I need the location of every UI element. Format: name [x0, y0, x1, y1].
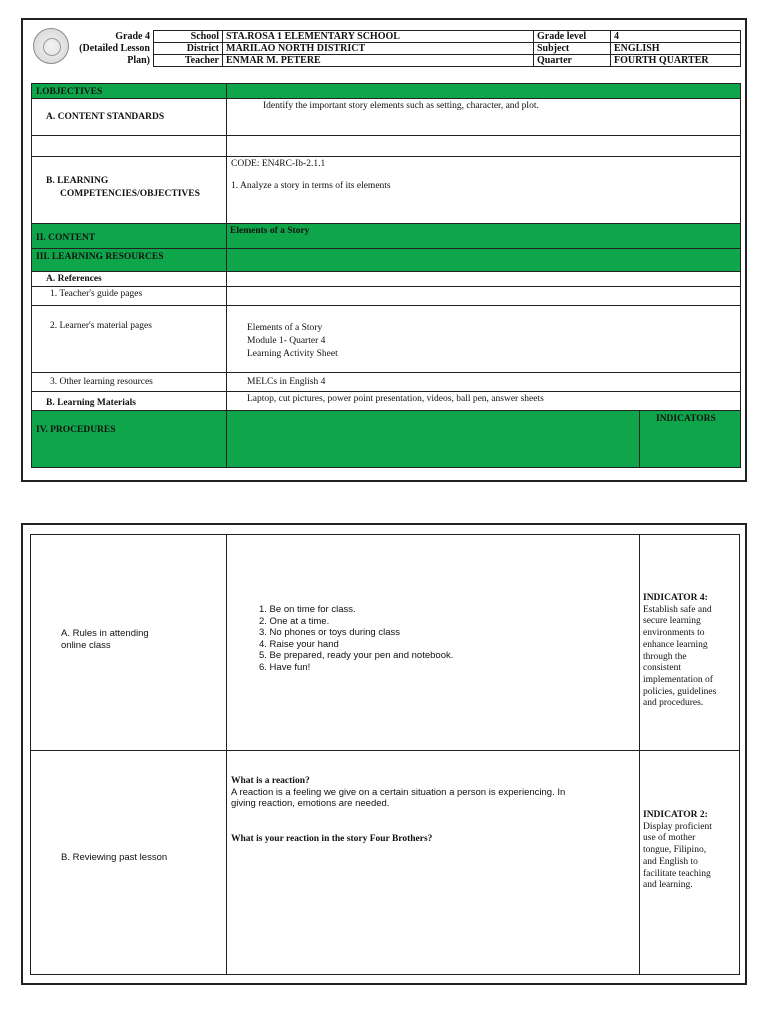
- header-teacher-value: ENMAR M. PETERE: [223, 55, 534, 67]
- rule-item: 5. Be prepared, ready your pen and notebook.: [259, 650, 454, 661]
- blank-row-right: [226, 135, 741, 157]
- indicator-2-cell: [639, 750, 740, 975]
- rule-item: 2. One at a time.: [259, 615, 330, 627]
- learning-materials-value-cell: [226, 391, 741, 411]
- learning-comp-label-2: COMPETENCIES/OBJECTIVES: [60, 189, 200, 199]
- objectives-green-cell: [226, 83, 741, 99]
- header-school-label: School: [154, 31, 223, 43]
- indicator-line: secure learning: [643, 616, 701, 627]
- content-standards-label-cell: [31, 98, 227, 136]
- lm-pages-label: 2. Learner's material pages: [50, 321, 152, 331]
- rules-content-cell: [226, 534, 640, 751]
- indicator-line: and English to: [643, 856, 698, 867]
- learning-resources-green-cell: [226, 248, 741, 272]
- header-grade-level-value: 4: [611, 31, 741, 43]
- lm-pages-cell: [31, 305, 227, 373]
- indicator-line: consistent: [643, 663, 681, 674]
- indicator-line: and procedures.: [643, 698, 704, 709]
- rules-label-cell: [30, 534, 227, 751]
- dll-page-1: [21, 18, 747, 482]
- tg-pages-cell: [31, 286, 227, 306]
- blank-row-left: [31, 135, 227, 157]
- header-grade: Grade 4: [31, 31, 154, 43]
- header-quarter-label: Quarter: [534, 55, 611, 67]
- lm-value-1: Elements of a Story: [247, 323, 323, 333]
- indicator-4-title: INDICATOR 4:: [643, 593, 708, 603]
- lm-value-2: Module 1- Quarter 4: [247, 336, 326, 346]
- competency-code: CODE: EN4RC-Ib-2.1.1: [231, 159, 326, 169]
- learning-resources-heading: III. LEARNING RESOURCES: [36, 252, 164, 262]
- lm-pages-value-cell: [226, 305, 741, 373]
- rule-item: 4. Raise your hand: [259, 638, 339, 650]
- learning-comp-label-1: B. LEARNING: [46, 176, 109, 186]
- header-dll-line2: Plan): [31, 55, 154, 67]
- indicator-line: through the: [643, 651, 687, 662]
- learning-materials-label: B. Learning Materials: [46, 398, 136, 408]
- objectives-heading: I.OBJECTIVES: [36, 87, 103, 97]
- indicator-4-cell: [639, 534, 740, 751]
- indicator-line: facilitate teaching: [643, 868, 711, 879]
- indicator-line: use of mother: [643, 833, 696, 844]
- indicator-line: Display proficient: [643, 821, 712, 832]
- indicator-line: implementation of: [643, 674, 713, 685]
- indicator-4-text: [643, 593, 716, 710]
- objectives-heading-cell: [31, 83, 227, 99]
- indicators-heading: INDICATORS: [656, 414, 716, 424]
- review-label-cell: [30, 750, 227, 975]
- indicator-line: tongue, Filipino,: [643, 845, 707, 856]
- header-district-value: MARILAO NORTH DISTRICT: [223, 43, 534, 55]
- learning-comp-value-cell: [226, 156, 741, 224]
- indicator-line: and learning.: [643, 880, 693, 891]
- content-standards-label: A. CONTENT STANDARDS: [46, 112, 165, 122]
- reaction-story-question: What is your reaction in the story Four Brothers?: [231, 834, 433, 844]
- learning-materials-cell: [31, 391, 227, 411]
- content-standards-value: Identify the important story elements such as setting, character, and plot.: [263, 101, 539, 111]
- learning-resources-cell: [31, 248, 227, 272]
- header-school-value: STA.ROSA 1 ELEMENTARY SCHOOL: [223, 31, 534, 43]
- other-resources-value: MELCs in English 4: [247, 377, 326, 387]
- dll-page-2: [21, 523, 747, 985]
- tg-pages-value-cell: [226, 286, 741, 306]
- content-standards-value-cell: [226, 98, 741, 136]
- indicator-line: Establish safe and: [643, 604, 712, 615]
- learning-comp-label-cell: [31, 156, 227, 224]
- rule-item: 6. Have fun!: [259, 661, 311, 673]
- references-cell: [31, 271, 227, 287]
- objective-1: 1. Analyze a story in terms of its elements: [231, 181, 391, 191]
- other-resources-label: 3. Other learning resources: [50, 377, 153, 387]
- reaction-definition-1: A reaction is a feeling we give on a certain situation a person is experiencing. In: [231, 787, 566, 798]
- rules-label-1: A. Rules in attending: [61, 628, 149, 639]
- content-label-cell: [31, 223, 227, 249]
- review-content-cell: [226, 750, 640, 975]
- other-resources-value-cell: [226, 372, 741, 392]
- other-resources-cell: [31, 372, 227, 392]
- rules-list: [259, 604, 453, 673]
- indicator-2-text: [643, 810, 712, 892]
- rule-item: 1. Be on time for class.: [259, 604, 356, 615]
- header-teacher-label: Teacher: [154, 55, 223, 67]
- references-label: A. References: [46, 274, 102, 284]
- lm-value-3: Learning Activity Sheet: [247, 349, 338, 359]
- indicator-line: environments to: [643, 628, 705, 639]
- procedures-green-cell: [226, 410, 640, 468]
- reaction-definition-2: giving reaction, emotions are needed.: [231, 798, 390, 809]
- content-value: Elements of a Story: [230, 226, 310, 236]
- indicator-line: enhance learning: [643, 639, 708, 650]
- header-dll-line1: (Detailed Lesson: [31, 43, 154, 55]
- tg-pages-label: 1. Teacher's guide pages: [50, 289, 143, 299]
- indicator-2-title: INDICATOR 2:: [643, 810, 708, 820]
- content-label: II. CONTENT: [36, 233, 96, 243]
- review-label: B. Reviewing past lesson: [61, 852, 168, 863]
- reaction-question: What is a reaction?: [231, 776, 310, 786]
- header-table: [31, 30, 741, 67]
- rule-item: 3. No phones or toys during class: [259, 627, 400, 638]
- procedures-heading: IV. PROCEDURES: [36, 425, 116, 435]
- indicator-line: policies, guidelines: [643, 686, 717, 697]
- content-value-cell: [226, 223, 741, 249]
- header-subject-label: Subject: [534, 43, 611, 55]
- procedures-cell: [31, 410, 227, 468]
- rules-label-2: online class: [61, 640, 111, 651]
- header-subject-value: ENGLISH: [611, 43, 741, 55]
- header-grade-level-label: Grade level: [534, 31, 611, 43]
- learning-materials-value: Laptop, cut pictures, power point presentation, videos, ball pen, answer sheets: [247, 394, 544, 404]
- header-district-label: District: [154, 43, 223, 55]
- header-quarter-value: FOURTH QUARTER: [611, 55, 741, 67]
- indicators-cell: [639, 410, 741, 468]
- references-value-cell: [226, 271, 741, 287]
